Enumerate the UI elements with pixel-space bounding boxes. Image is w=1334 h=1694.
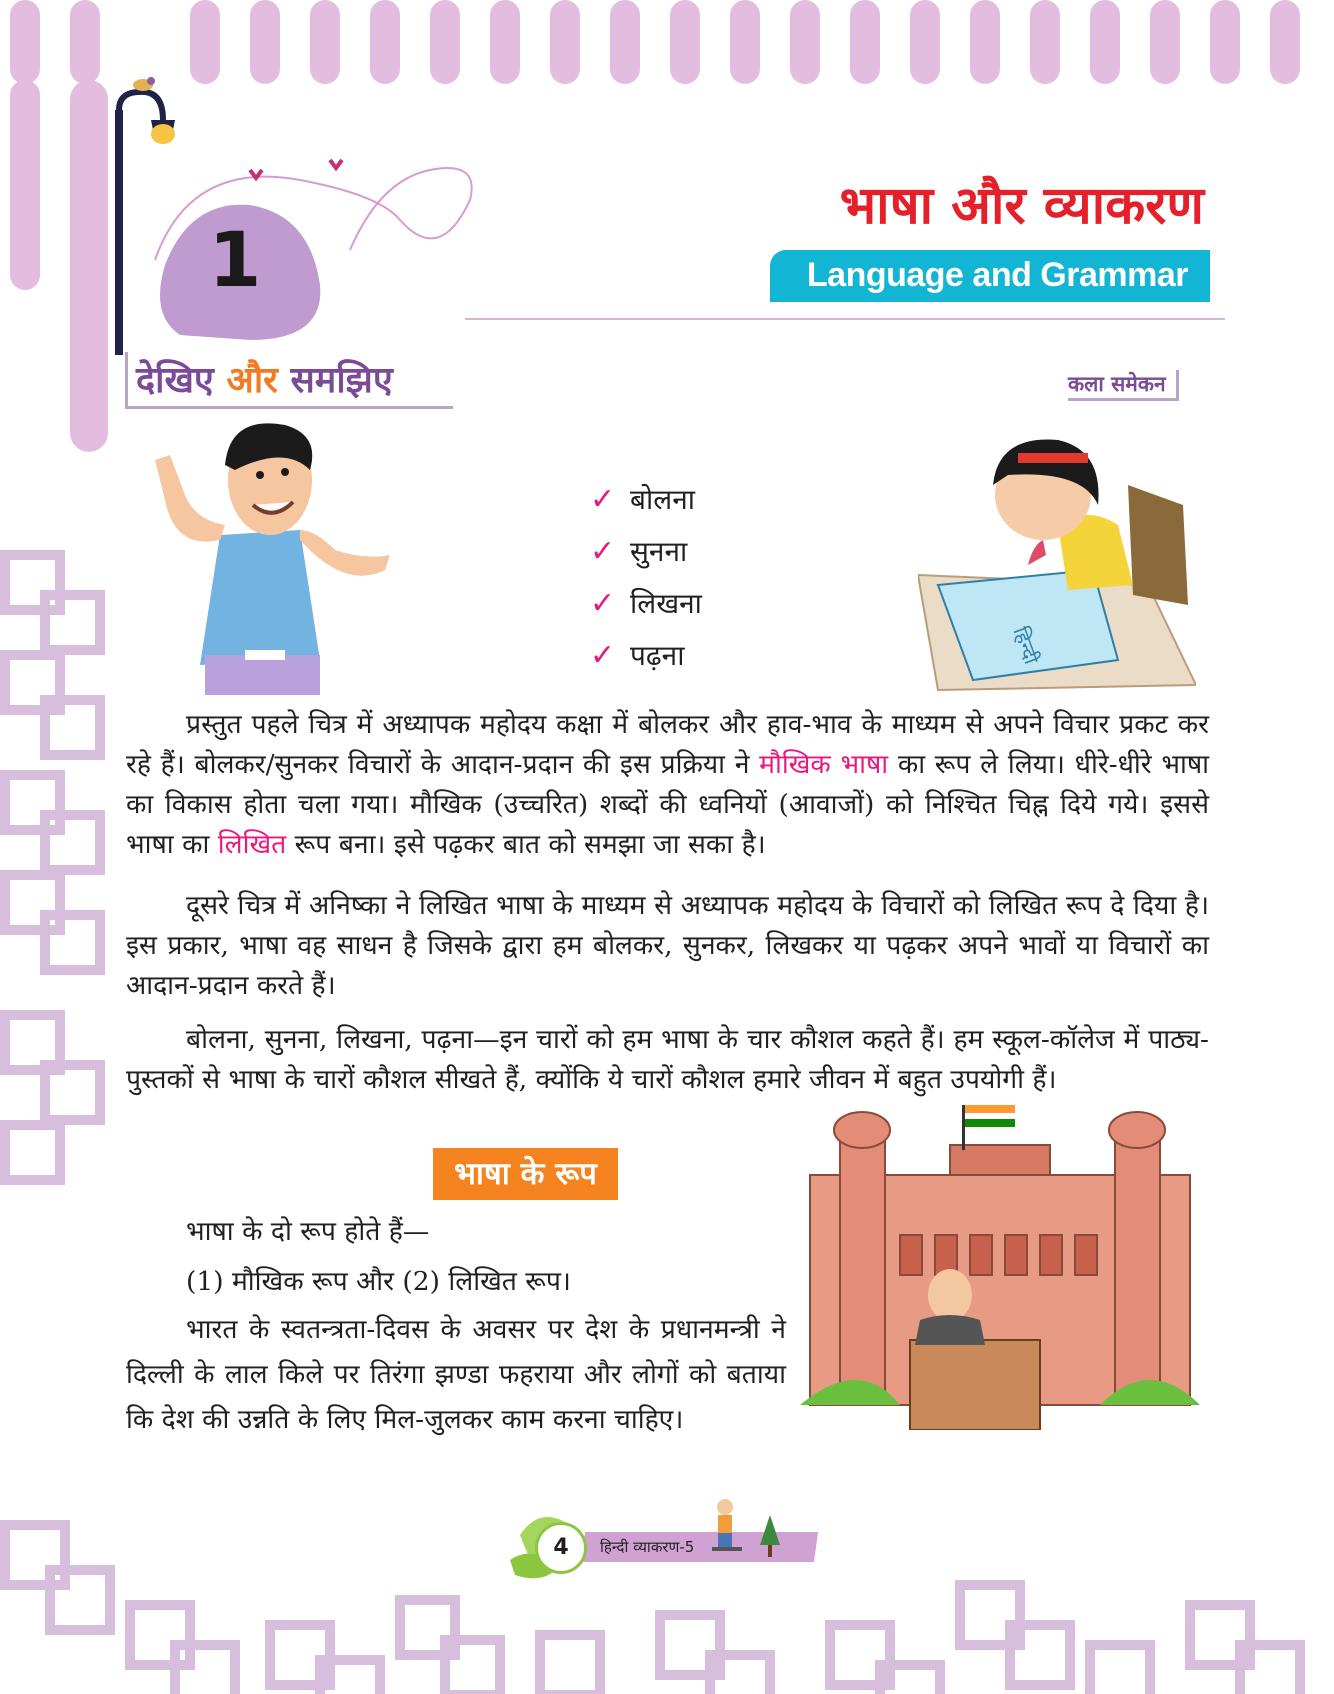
teacher-speaking-illustration — [135, 410, 405, 695]
paper-writing-text: हिन्दी — [1008, 623, 1044, 668]
girl-writing-illustration — [918, 435, 1196, 695]
red-fort-illustration — [800, 1105, 1200, 1430]
page-number: 4 — [553, 1535, 569, 1560]
footer-book-title: हिन्दी व्याकरण-5 — [600, 1538, 695, 1556]
para3-text: बोलना, सुनना, लिखना, पढ़ना—इन चारों को हम भाषा के चार कौशल कहते हैं। हम स्कूल-कॉलेज में पाठ्य-पुस्तकों से भाषा के चारों कौशल सीखते हैं, क्योंकि ये चारों कौशल हमारे जीवन में बहुत उपयोगी हैं। — [126, 1024, 1209, 1095]
chapter-number: 1 — [208, 215, 262, 304]
left-pillar-decoration — [0, 80, 120, 460]
art-integration-tag: कला समेकन — [1068, 370, 1179, 401]
forms-intro-line: भाषा के दो रूप होते हैं— — [186, 1216, 430, 1247]
page-number-badge — [535, 1522, 587, 1574]
skill-reading: पढ़ना — [630, 639, 685, 672]
banner-word-understand: समझिए — [290, 360, 393, 401]
chapter-title-hindi: भाषा और व्याकरण — [839, 176, 1204, 236]
intro-paragraph — [126, 705, 1209, 865]
see-and-understand-banner — [125, 352, 453, 409]
checkmark-icon: ✓ — [590, 637, 616, 673]
list-item — [590, 473, 702, 525]
second-paragraph — [126, 886, 1209, 1006]
written-highlight: लिखित — [217, 829, 287, 860]
title-divider — [465, 318, 1225, 320]
para1-text-end: रूप बना। इसे पढ़कर बात को समझा जा सका है। — [286, 829, 766, 860]
banner-word-and: और — [226, 360, 278, 401]
forms-list-line: (1) मौखिक रूप और (2) लिखित रूप। — [186, 1266, 571, 1297]
forms-of-language-heading: भाषा के रूप — [433, 1148, 618, 1200]
checkmark-icon: ✓ — [590, 533, 616, 569]
english-title-band — [770, 250, 1210, 302]
skill-speaking: बोलना — [630, 483, 696, 516]
banner-text — [136, 354, 393, 403]
language-skills-list — [590, 473, 702, 681]
checkmark-icon: ✓ — [590, 585, 616, 621]
third-paragraph — [126, 1020, 1209, 1100]
left-square-pattern — [0, 545, 120, 1245]
para2-text: दूसरे चित्र में अनिष्का ने लिखित भाषा के माध्यम से अध्यापक महोदय के विचारों को लिखित रूप दे दिया है। इस प्रकार, भाषा वह साधन है जिसके द्वारा हम बोलकर, सुनकर, लिखकर या पढ़कर अपने भावों या विचारों का आदान-प्रदान करते हैं। — [126, 890, 1209, 1001]
skill-writing: लिखना — [630, 587, 702, 620]
para1-text-start: प्रस्तुत पहले चित्र में अध्यापक महोदय कक्षा में बोलकर और हाव-भाव के माध्यम से अपने विचार प्रकट कर रहे हैं। बोलकर/सुनकर विचारों के आदान-प्रदान की इस प्रक्रिया ने — [126, 709, 1209, 780]
independence-day-paragraph — [126, 1307, 786, 1442]
para1-text-middle: का रूप ले लिया। धीरे-धीरे भाषा का विकास होता चला गया। मौखिक (उच्चरित) शब्दों की ध्वनियों (आवाजों) को निश्चित चिह्न दिये गये। इससे भाषा का — [126, 749, 1210, 860]
oral-language-highlight: मौखिक भाषा — [759, 749, 889, 780]
footer-child-skating-illustration — [700, 1495, 790, 1565]
para4-text: भारत के स्वतन्त्रता-दिवस के अवसर पर देश के प्रधानमन्त्री ने दिल्ली के लाल किले पर तिरंगा झण्डा फहराया और लोगों को बताया कि देश की उन्नति के लिए मिल-जुलकर काम करना चाहिए। — [126, 1314, 786, 1435]
top-awning-decoration — [0, 0, 1334, 130]
chapter-title-english: Language and Grammar — [806, 256, 1188, 294]
list-item — [590, 629, 702, 681]
banner-word-see: देखिए — [136, 360, 214, 401]
list-item — [590, 525, 702, 577]
list-item — [590, 577, 702, 629]
checkmark-icon: ✓ — [590, 481, 616, 517]
skill-listening: सुनना — [630, 535, 688, 568]
